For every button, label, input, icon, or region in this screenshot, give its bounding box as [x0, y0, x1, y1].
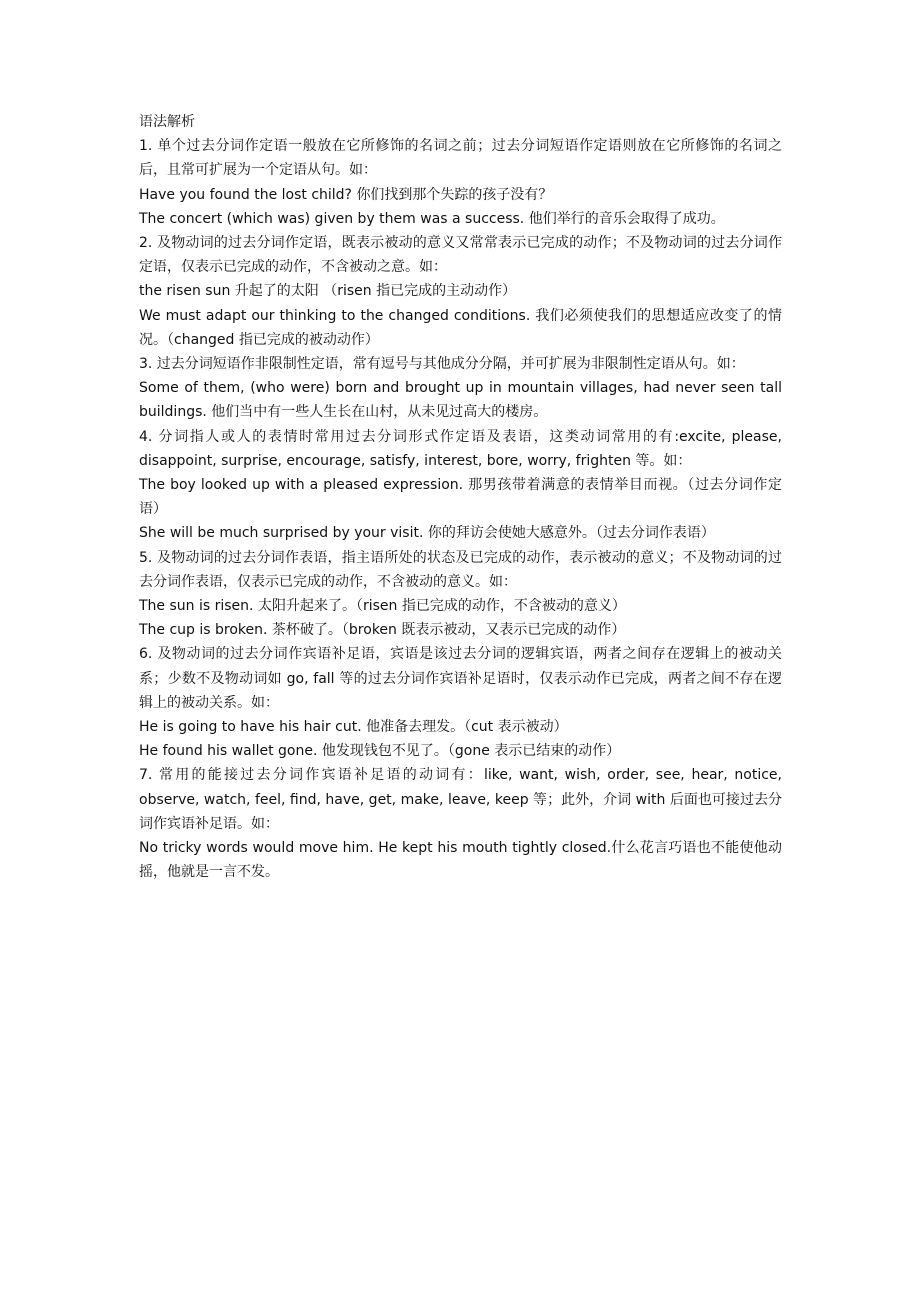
example-sentence: The concert (which was) given by them was a success. 他们举行的音乐会取得了成功。 — [139, 210, 725, 227]
example-sentence: He is going to have his hair cut. 他准备去理发。（cut 表示被动） — [139, 719, 568, 736]
example-sentence: She will be much surprised by your visit. 你的拜访会使她大感意外。（过去分词作表语） — [139, 525, 715, 542]
paragraph-rule-1: 1. 单个过去分词作定语一般放在它所修饰的名词之前；过去分词短语作定语则放在它所修饰的名词之后，且常可扩展为一个定语从句。如： — [139, 138, 782, 179]
example-sentence: We must adapt our thinking to the changed conditions. 我们必须使我们的思想适应改变了的情况。（changed 指已完成的被动动作） — [139, 307, 782, 348]
document-heading: 语法解析 — [139, 114, 195, 130]
example-sentence: He found his wallet gone. 他发现钱包不见了。（gone 表示已结束的动作） — [139, 743, 621, 760]
example-sentence: The boy looked up with a pleased expression. 那男孩带着满意的表情举目而视。（过去分词作定语） — [139, 477, 782, 518]
paragraph-rule-6: 6. 及物动词的过去分词作宾语补足语，宾语是该过去分词的逻辑宾语，两者之间存在逻辑上的被动关系；少数不及物动词如 go, fall 等的过去分词作宾语补足语时，仅表示动作已完成，两者之间不存在逻辑上的被动关系。如： — [139, 646, 782, 711]
example-sentence: Some of them, (who were) born and brought up in mountain villages, had never seen tall buildings. 他们当中有一些人生长在山村，从未见过高大的楼房。 — [139, 380, 782, 421]
paragraph-rule-7: 7. 常用的能接过去分词作宾语补足语的动词有：like, want, wish, order, see, hear, notice, observe, watch, feel, find, have, get, make, leave, keep 等；此外，介词 with 后面也可接过去分词作宾语补足语。如： — [139, 767, 782, 832]
document-page — [139, 110, 782, 885]
paragraph-rule-4: 4. 分词指人或人的表情时常用过去分词形式作定语及表语，这类动词常用的有:excite, please, disappoint, surprise, encourage, satisfy, interest, bore, worry, frighten 等。如： — [139, 428, 782, 469]
example-sentence: The cup is broken. 茶杯破了。（broken 既表示被动，又表示已完成的动作） — [139, 622, 626, 639]
paragraph-rule-5: 5. 及物动词的过去分词作表语，指主语所处的状态及已完成的动作，表示被动的意义；不及物动词的过去分词作表语，仅表示已完成的动作，不含被动的意义。如： — [139, 549, 782, 590]
example-sentence: The sun is risen. 太阳升起来了。（risen 指已完成的动作，不含被动的意义） — [139, 598, 626, 615]
paragraph-rule-2: 2. 及物动词的过去分词作定语，既表示被动的意义又常常表示已完成的动作；不及物动词的过去分词作定语，仅表示已完成的动作，不含被动之意。如： — [139, 235, 782, 276]
example-sentence: the risen sun 升起了的太阳 （risen 指已完成的主动动作） — [139, 283, 517, 300]
example-sentence: Have you found the lost child? 你们找到那个失踪的孩子没有？ — [139, 186, 553, 203]
example-sentence: No tricky words would move him. He kept his mouth tightly closed.什么花言巧语也不能使他动摇，他就是一言不发。 — [139, 840, 782, 881]
paragraph-rule-3: 3. 过去分词短语作非限制性定语，常有逗号与其他成分分隔，并可扩展为非限制性定语从句。如： — [139, 356, 745, 373]
